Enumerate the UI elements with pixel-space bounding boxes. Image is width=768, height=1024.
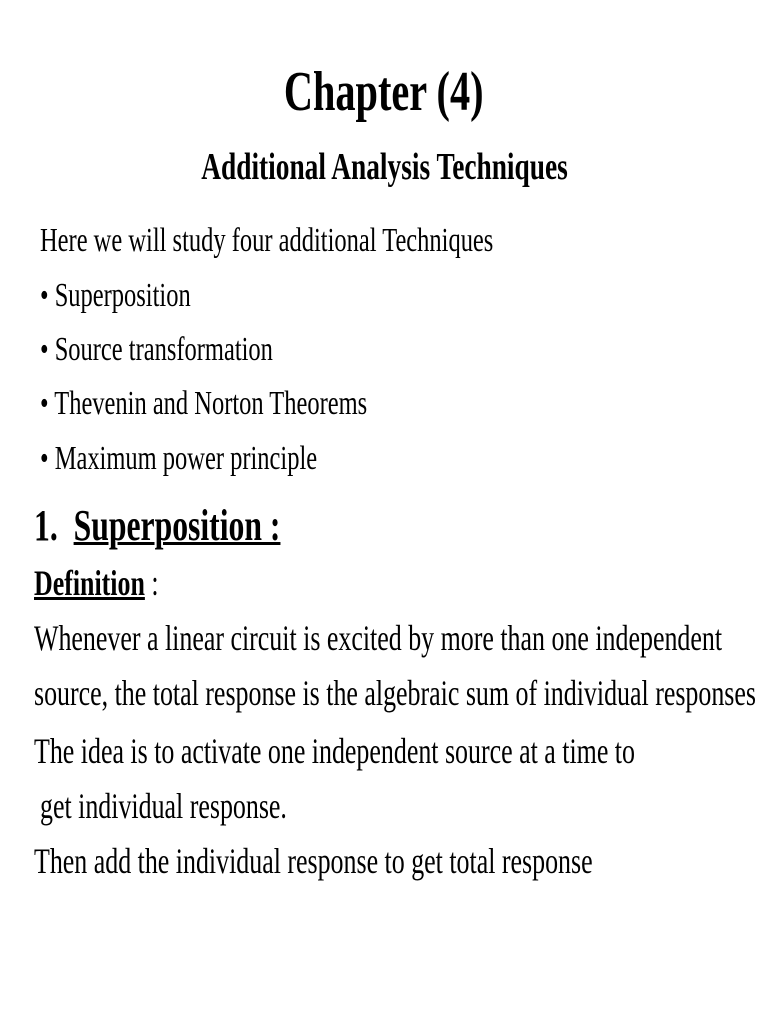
definition-label-line xyxy=(34,562,207,604)
definition-label: Definition xyxy=(34,563,145,603)
chapter-subtitle-text: Additional Analysis Techniques xyxy=(200,146,568,188)
bullet-source-transformation: • Source transformation xyxy=(40,331,273,368)
chapter-title xyxy=(0,60,768,124)
definition-line-4: get individual response. xyxy=(40,786,287,826)
bullet-maximum-power: • Maximum power principle xyxy=(40,440,318,477)
definition-line-1: Whenever a linear circuit is excited by more than one independent xyxy=(34,618,723,658)
bullet-thevenin-norton: • Thevenin and Norton Theorems xyxy=(40,385,368,422)
section-heading xyxy=(34,500,376,551)
chapter-subtitle xyxy=(0,145,768,189)
definition-line-3: The idea is to activate one independent source at a time to xyxy=(34,731,635,771)
intro-text: Here we will study four additional Techniques xyxy=(40,222,494,259)
definition-separator: : xyxy=(144,563,159,603)
section-title: Superposition : xyxy=(73,501,281,550)
section-number: 1. xyxy=(34,501,58,550)
definition-line-2: source, the total response is the algebraic sum of individual responses xyxy=(34,673,756,713)
definition-line-5: Then add the individual response to get total response xyxy=(34,841,593,881)
chapter-title-text: Chapter (4) xyxy=(284,61,484,123)
bullet-superposition: • Superposition xyxy=(40,277,191,314)
